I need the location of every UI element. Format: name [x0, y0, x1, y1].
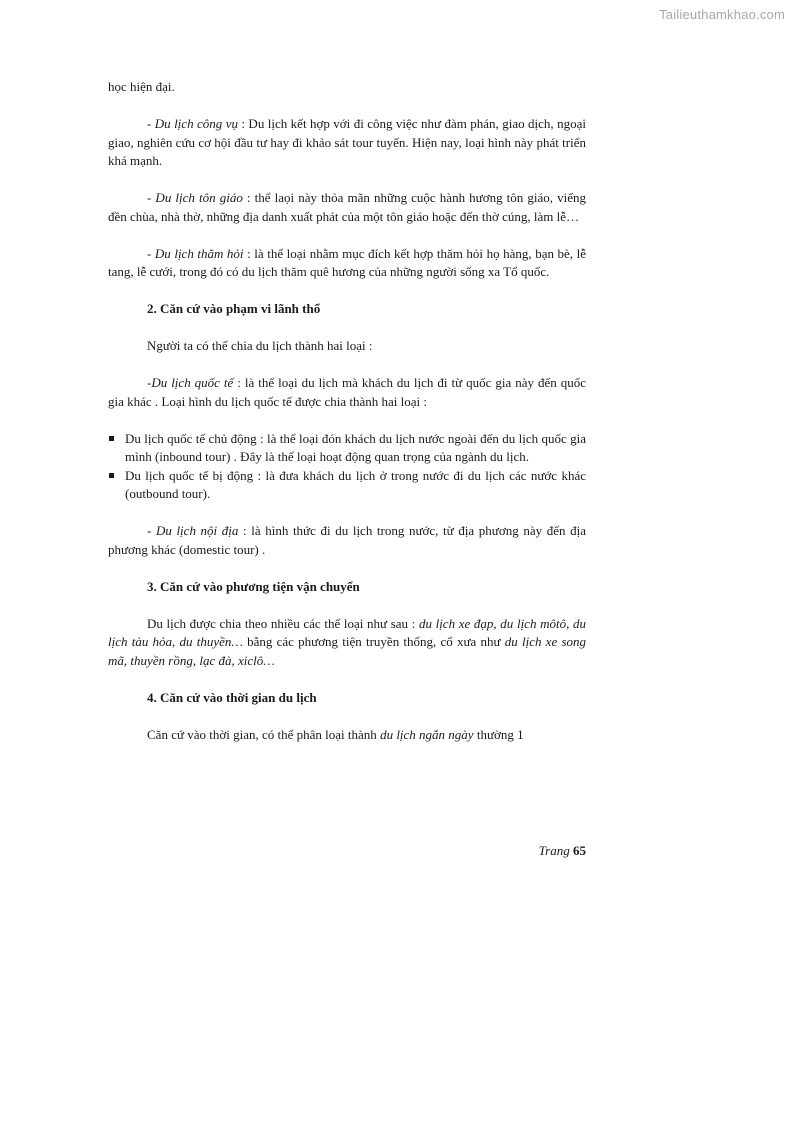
term-noi-dia: - Du lịch nội địa: [147, 523, 239, 538]
list-item: [108, 467, 586, 504]
paragraph-thoi-gian: [108, 726, 586, 745]
list-item-text: Du lịch quốc tế bị động : là đưa khách du lịch ở trong nước đi du lịch các nước khác (outbound tour).: [125, 467, 586, 501]
text-run: Căn cứ vào thời gian, có thể phân loại thành: [147, 726, 381, 742]
term-quoc-te: -Du lịch quốc tế: [147, 375, 234, 390]
definition-cong-vu: : Du lịch kết hợp với đi công việc như đàm phán, giao dịch, ngoại giao, nghiên cứu cơ hội đầu tư hay đi khảo sát tour tuyến. Hiện nay, loại hình này phát triển khá mạnh.: [108, 116, 586, 168]
paragraph-du-lich-ton-giao: [108, 189, 586, 226]
page-footer: [108, 843, 586, 859]
text-run: Du lịch được chia theo nhiều các thể loại như sau :: [147, 615, 419, 631]
term-cong-vu: - Du lịch công vụ: [147, 116, 238, 131]
definition-noi-dia: : là hình thức đi du lịch trong nước, từ địa phương này đến địa phương khác (domestic tour) .: [108, 523, 586, 557]
bullet-square-icon: [109, 473, 114, 478]
paragraph-intro-hai-loai: Người ta có thể chia du lịch thành hai loại :: [147, 338, 373, 353]
paragraph-phuong-tien: [108, 615, 586, 671]
term-ton-giao: - Du lịch tôn giáo: [147, 190, 243, 205]
list-item: [108, 430, 586, 467]
emphasis-traditional: du lịch xe song mã, thuyền rồng, lạc đà, xiclô…: [108, 634, 586, 668]
emphasis-examples: du lịch xe đạp, du lịch môtô, du lịch tàu hỏa, du thuyền…: [108, 615, 586, 649]
definition-quoc-te: : là thể loại du lịch mà khách du lịch đi từ quốc gia này đến quốc gia khác . Loại hình du lịch quốc tế được chia thành hai loại :: [108, 375, 586, 409]
document-body: [108, 78, 586, 744]
paragraph-du-lich-noi-dia: [108, 522, 586, 559]
paragraph-du-lich-cong-vu: [108, 115, 586, 171]
definition-tham-hoi: : là thể loại nhằm mục đích kết hợp thăm hỏi họ hàng, bạn bè, lễ tang, lễ cưới, trong đó có du lịch thăm quê hương của những người sống xa Tổ quốc.: [108, 245, 586, 279]
list-item-text: Du lịch quốc tế chủ động : là thể loại đón khách du lịch nước ngoài đến du lịch quốc gia mình (inbound tour) . Đây là thể loại hoạt động quan trọng của ngành du lịch.: [125, 430, 586, 464]
definition-ton-giao: : thể laọi này thỏa mãn những cuộc hành hương tôn giáo, viếng đền chùa, nhà thờ, những địa danh xuất phát của một tôn giáo hoặc đến thờ cúng, làm lễ…: [108, 190, 586, 224]
paragraph-continuation: học hiện đại.: [108, 79, 175, 94]
watermark: Tailieuthamkhao.com: [659, 7, 785, 22]
paragraph-du-lich-tham-hoi: [108, 245, 586, 282]
term-tham-hoi: - Du lịch thăm hỏi: [147, 245, 244, 261]
section-heading-2: 2. Căn cứ vào phạm vi lãnh thổ: [147, 301, 321, 316]
section-heading-3: 3. Căn cứ vào phương tiện vận chuyển: [147, 578, 360, 594]
section-heading-4: 4. Căn cứ vào thời gian du lịch: [147, 689, 317, 705]
page-number: 65: [573, 843, 586, 858]
paragraph-du-lich-quoc-te: [108, 374, 586, 411]
page-label: Trang: [538, 843, 570, 858]
text-run: thường 1: [473, 726, 524, 742]
bullet-square-icon: [109, 436, 114, 441]
text-run: bằng các phương tiện truyền thống, cổ xưa như: [242, 634, 505, 649]
bullet-list: [108, 430, 586, 504]
emphasis-ngan-ngay: du lịch ngắn ngày: [380, 726, 474, 742]
